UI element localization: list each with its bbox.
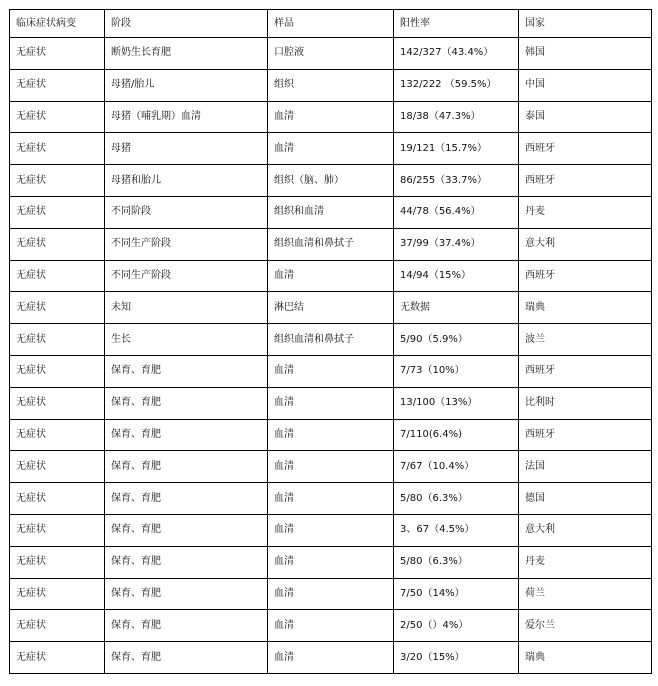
cell-clinical-symptoms: 无症状 [10,69,105,101]
cell-stage: 保育、育肥 [105,546,268,578]
table-row [10,165,652,197]
header-country: 国家 [519,10,652,38]
cell-clinical-symptoms: 无症状 [10,38,105,70]
cell-clinical-symptoms: 无症状 [10,610,105,642]
table-row [10,514,652,546]
cell-positive-rate: 5/80（6.3%） [394,546,519,578]
header-clinical-symptoms: 临床症状病变 [10,10,105,38]
cell-positive-rate: 7/50（14%） [394,578,519,610]
cell-sample: 淋巴结 [268,292,394,324]
cell-country: 意大利 [519,228,652,260]
cell-sample: 组织和血清 [268,196,394,228]
cell-sample: 血清 [268,642,394,674]
cell-clinical-symptoms: 无症状 [10,165,105,197]
cell-positive-rate: 132/222 （59.5%） [394,69,519,101]
cell-stage: 母猪和胎儿 [105,165,268,197]
table-row [10,419,652,451]
cell-sample: 血清 [268,387,394,419]
cell-positive-rate: 无数据 [394,292,519,324]
cell-clinical-symptoms: 无症状 [10,642,105,674]
cell-positive-rate: 7/67（10.4%） [394,451,519,483]
table-row [10,546,652,578]
table-row [10,228,652,260]
cell-sample: 血清 [268,419,394,451]
table-row [10,642,652,674]
cell-country: 波兰 [519,324,652,356]
cell-sample: 组织 [268,69,394,101]
cell-country: 韩国 [519,38,652,70]
cell-country: 泰国 [519,101,652,133]
cell-sample: 血清 [268,355,394,387]
cell-positive-rate: 5/80（6.3%） [394,483,519,515]
table-row [10,101,652,133]
cell-sample: 血清 [268,514,394,546]
cell-country: 丹麦 [519,546,652,578]
cell-stage: 不同生产阶段 [105,228,268,260]
cell-stage: 生长 [105,324,268,356]
table-row [10,483,652,515]
cell-country: 西班牙 [519,419,652,451]
cell-positive-rate: 7/73（10%） [394,355,519,387]
header-stage: 阶段 [105,10,268,38]
cell-sample: 血清 [268,610,394,642]
table-row [10,133,652,165]
table-row [10,387,652,419]
cell-positive-rate: 86/255（33.7%） [394,165,519,197]
header-positive-rate: 阳性率 [394,10,519,38]
cell-sample: 血清 [268,133,394,165]
cell-sample: 血清 [268,451,394,483]
cell-stage: 不同生产阶段 [105,260,268,292]
cell-stage: 保育、育肥 [105,642,268,674]
cell-clinical-symptoms: 无症状 [10,578,105,610]
cell-positive-rate: 37/99（37.4%） [394,228,519,260]
cell-country: 德国 [519,483,652,515]
cell-positive-rate: 3/20（15%） [394,642,519,674]
table-row [10,292,652,324]
cell-clinical-symptoms: 无症状 [10,228,105,260]
cell-stage: 保育、育肥 [105,610,268,642]
cell-clinical-symptoms: 无症状 [10,196,105,228]
cell-positive-rate: 3、67（4.5%） [394,514,519,546]
cell-clinical-symptoms: 无症状 [10,260,105,292]
cell-clinical-symptoms: 无症状 [10,355,105,387]
cell-positive-rate: 142/327（43.4%） [394,38,519,70]
table-row [10,355,652,387]
cell-stage: 保育、育肥 [105,419,268,451]
cell-stage: 未知 [105,292,268,324]
cell-country: 西班牙 [519,133,652,165]
cell-stage: 保育、育肥 [105,483,268,515]
cell-clinical-symptoms: 无症状 [10,387,105,419]
table-row [10,260,652,292]
cell-sample: 血清 [268,483,394,515]
cell-country: 比利时 [519,387,652,419]
cell-clinical-symptoms: 无症状 [10,514,105,546]
table-row [10,578,652,610]
cell-sample: 组织（脑、肺） [268,165,394,197]
cell-sample: 口腔液 [268,38,394,70]
cell-clinical-symptoms: 无症状 [10,133,105,165]
cell-sample: 组织血清和鼻拭子 [268,228,394,260]
cell-country: 西班牙 [519,355,652,387]
cell-stage: 保育、育肥 [105,514,268,546]
cell-clinical-symptoms: 无症状 [10,101,105,133]
cell-country: 意大利 [519,514,652,546]
cell-sample: 血清 [268,546,394,578]
cell-stage: 保育、育肥 [105,451,268,483]
cell-positive-rate: 14/94（15%） [394,260,519,292]
cell-stage: 断奶生长育肥 [105,38,268,70]
prevalence-table [9,9,652,674]
cell-country: 西班牙 [519,165,652,197]
cell-positive-rate: 5/90（5.9%） [394,324,519,356]
table-header-row [10,10,652,38]
cell-stage: 母猪 [105,133,268,165]
cell-sample: 血清 [268,578,394,610]
cell-positive-rate: 2/50（）4%） [394,610,519,642]
cell-stage: 保育、育肥 [105,578,268,610]
cell-stage: 母猪/胎儿 [105,69,268,101]
table-row [10,196,652,228]
cell-country: 中国 [519,69,652,101]
cell-clinical-symptoms: 无症状 [10,324,105,356]
cell-country: 西班牙 [519,260,652,292]
header-sample: 样品 [268,10,394,38]
cell-clinical-symptoms: 无症状 [10,546,105,578]
cell-sample: 血清 [268,101,394,133]
cell-stage: 保育、育肥 [105,387,268,419]
cell-positive-rate: 7/110(6.4%) [394,419,519,451]
cell-clinical-symptoms: 无症状 [10,483,105,515]
table-body [10,38,652,674]
cell-stage: 不同阶段 [105,196,268,228]
cell-stage: 母猪（哺乳期）血清 [105,101,268,133]
table-row [10,69,652,101]
cell-country: 瑞典 [519,292,652,324]
table-row [10,451,652,483]
cell-clinical-symptoms: 无症状 [10,419,105,451]
cell-positive-rate: 18/38（47.3%） [394,101,519,133]
table-row [10,610,652,642]
cell-positive-rate: 19/121（15.7%） [394,133,519,165]
cell-country: 瑞典 [519,642,652,674]
cell-positive-rate: 13/100（13%） [394,387,519,419]
cell-country: 丹麦 [519,196,652,228]
cell-clinical-symptoms: 无症状 [10,292,105,324]
cell-sample: 组织血清和鼻拭子 [268,324,394,356]
table-row [10,324,652,356]
cell-sample: 血清 [268,260,394,292]
cell-country: 荷兰 [519,578,652,610]
cell-stage: 保育、育肥 [105,355,268,387]
cell-country: 爱尔兰 [519,610,652,642]
cell-positive-rate: 44/78（56.4%） [394,196,519,228]
cell-country: 法国 [519,451,652,483]
table-row [10,38,652,70]
cell-clinical-symptoms: 无症状 [10,451,105,483]
